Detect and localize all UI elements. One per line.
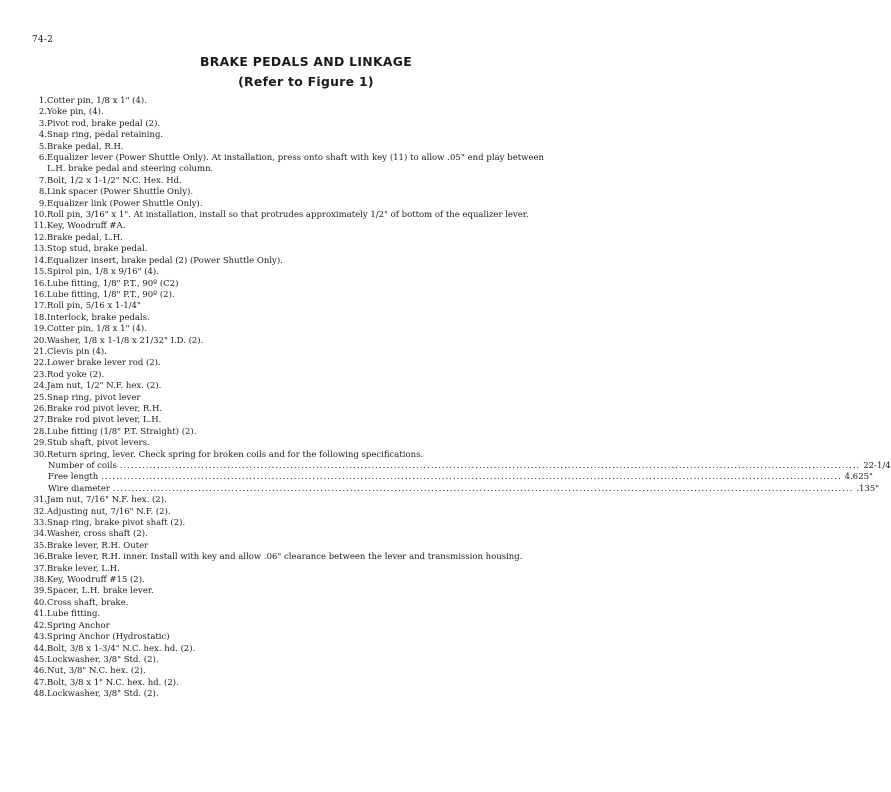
parts-list-item [33,358,544,369]
item-number: 23. [33,369,47,380]
item-description-block [47,564,544,575]
item-description: Nut, 3/8" N.C. hex. (2). [47,666,146,677]
item-description-block [47,142,544,153]
parts-list-item [33,507,544,518]
parts-list-item [33,495,544,506]
item-number: 22. [33,358,47,369]
item-description: Yoke pin, (4). [47,107,104,118]
item-number: 40. [33,597,47,608]
item-number: 39. [33,586,47,597]
item-description: Lube fitting (1/8" P.T. Straight) (2). [47,426,197,437]
parts-list-item [33,233,544,244]
item-description-block [47,529,544,540]
item-description-block [47,199,544,210]
item-description: Key, Woodruff #15 (2). [47,575,145,586]
item-description: Brake pedal, L.H. [47,232,123,243]
parts-list-item [33,130,544,141]
parts-list-item [33,313,544,324]
item-description: Spring Anchor (Hydrostatic) [47,632,170,643]
item-description-block [47,130,544,141]
item-description-block [47,176,544,187]
item-description-block [47,313,544,324]
item-description: Jam nut, 1/2" N.F. hex. (2). [47,381,162,392]
item-description: Lower brake lever rod (2). [47,358,161,369]
parts-list-item [33,96,544,107]
item-description: Equalizer lever (Power Shuttle Only). At installation, press onto shaft with key (11) to allow .05" end play between L.H. brake pedal and steering column. [47,153,544,175]
item-number: 42. [33,620,47,631]
item-description: Spring Anchor [47,620,110,631]
spring-specifications [33,461,891,495]
item-number: 7. [38,175,47,186]
item-description-block [47,267,544,278]
item-description-block [47,153,544,176]
item-description: Lockwasher, 3/8" Std. (2). [47,654,159,665]
item-description-block [47,586,544,597]
item-description-block [47,279,544,290]
parts-list-item [33,450,544,461]
item-number: 1. [38,96,47,106]
item-description-block [47,621,544,632]
parts-list-item [33,564,544,575]
item-description-block [47,393,544,404]
item-number: 12. [33,232,47,243]
item-description-block [47,644,544,655]
item-number: 4. [38,130,47,141]
item-description: Lube fitting. [47,609,101,620]
item-number: 19. [33,324,47,335]
dot-leader: ........................................................................................................................................................................................................ [112,483,854,494]
parts-list-item [33,541,544,552]
item-number: 11. [33,221,47,232]
parts-list-item [33,598,544,609]
parts-list-item [33,107,544,118]
item-description: Stub shaft, pivot levers. [47,438,150,449]
parts-list-item [33,427,544,438]
item-description: Roll pin, 3/16" x 1". At installation, install so that protrudes approximately 1/2" of bottom of the equalizer lever. [47,210,529,221]
item-description-block [47,119,544,130]
item-description: Brake pedal, R.H. [47,141,124,152]
item-number: 20. [33,335,47,346]
parts-list-item [33,415,544,426]
item-number: 31. [33,495,47,506]
item-description-block [47,290,544,301]
item-description-block [47,233,544,244]
item-number: 32. [33,506,47,517]
item-description-block [47,495,544,506]
item-number: 27. [33,415,47,426]
item-number: 18. [33,312,47,323]
item-description: Bolt, 3/8 x 1-3/4" N.C. hex. hd. (2). [47,643,196,654]
item-description-block [47,358,544,369]
item-description: Spirol pin, 1/8 x 9/16" (4). [47,267,159,278]
spec-row [33,472,873,483]
spec-value: .135" [856,483,880,494]
item-number: 35. [33,540,47,551]
item-description-block [47,609,544,620]
parts-list-item [33,187,544,198]
item-number: 33. [33,518,47,529]
item-description-block [47,632,544,643]
item-description: Brake rod pivot lever, L.H. [47,415,162,426]
item-description-block [47,404,544,415]
item-number: 10. [33,210,47,221]
item-description-block [47,450,544,461]
item-description-block [47,210,544,221]
item-description-block [47,221,544,232]
item-description: Lube fitting, 1/8" P.T., 90º (C2) [47,278,179,289]
item-number: 38. [33,575,47,586]
item-description-block [47,655,544,666]
item-description-block [47,507,544,518]
item-number: 2. [38,107,47,118]
item-number: 16. [33,278,47,289]
item-description: Brake lever, R.H. Outer [47,540,149,551]
item-number: 5. [38,141,47,152]
item-number: 3. [38,118,47,129]
page-number: 74-2 [32,35,54,45]
item-number: 8. [38,187,47,198]
item-description-block [47,301,544,312]
item-description: Lube fitting, 1/8" P.T., 90º (2). [47,289,175,300]
parts-list-item [33,575,544,586]
item-number: 6. [38,153,47,164]
parts-list-item [33,689,544,700]
item-description-block [47,381,544,392]
item-number: 24. [33,381,47,392]
item-number: 36. [33,552,47,563]
item-number: 30. [33,449,47,460]
parts-list [33,96,891,701]
item-description: Washer, cross shaft (2). [47,529,148,540]
parts-list-item [33,267,544,278]
spec-value: 22-1/4 [863,461,891,471]
spec-value: 4.625" [844,472,873,483]
item-description-block [47,256,544,267]
item-description: Equalizer link (Power Shuttle Only). [47,198,203,209]
parts-list-item [33,655,544,666]
item-number: 45. [33,654,47,665]
item-description: Brake lever, R.H. inner. Install with key and allow .06" clearance between the lever and transmission housing. [47,552,523,563]
spec-label: Number of coils [48,461,117,471]
item-description: Snap ring, pedal retaining. [47,130,164,141]
item-number: 9. [38,198,47,209]
item-description: Snap ring, brake pivot shaft (2). [47,518,186,529]
item-description-block [47,666,544,677]
item-description: Brake lever, L.H. [47,563,120,574]
parts-list-item [33,142,544,153]
item-number: 37. [33,563,47,574]
parts-list-item [33,336,544,347]
item-number: 47. [33,677,47,688]
item-description-block [47,107,544,118]
parts-list-item [33,518,544,529]
item-description-block [47,415,544,426]
item-description-block [47,541,544,552]
parts-list-item [33,153,544,176]
item-description: Spacer, L.H. brake lever. [47,586,154,597]
parts-list-item [33,609,544,620]
item-description-block [47,575,544,586]
item-description: Brake rod pivot lever, R.H. [47,403,163,414]
page-subtitle: (Refer to Figure 1) [238,74,374,89]
item-description: Roll pin, 5/16 x 1-1/4" [47,301,141,312]
parts-list-item [33,404,544,415]
item-description-block [47,427,544,438]
item-number: 48. [33,689,47,700]
parts-list-item [33,244,544,255]
item-description: Washer, 1/8 x 1-1/8 x 21/32" I.D. (2). [47,335,204,346]
spec-row [33,483,880,495]
parts-list-item [33,347,544,358]
item-description: Snap ring, pivot lever [47,392,141,403]
item-number: 29. [33,438,47,449]
item-description: Rod yoke (2). [47,369,105,380]
spec-label: Free length [48,472,99,483]
item-description-block [47,244,544,255]
item-description-block [47,336,544,347]
item-number: 15. [33,267,47,278]
item-description: Pivot rod, brake pedal (2). [47,118,161,129]
parts-list-item [33,381,544,392]
item-number: 34. [33,529,47,540]
parts-list-item [33,621,544,632]
parts-list-item [33,586,544,597]
item-number: 14. [33,255,47,266]
item-number: 25. [33,392,47,403]
item-number: 41. [33,609,47,620]
item-number: 21. [33,346,47,357]
spec-row [33,461,891,472]
parts-list-item [33,290,544,301]
dot-leader: ........................................................................................................................................................................................................ [101,472,842,483]
item-description-block [47,438,544,449]
item-description-block [47,96,544,107]
item-description: Cross shaft, brake. [47,597,129,608]
item-description-block [47,689,544,700]
item-description: Jam nut, 7/16" N.F. hex. (2). [47,495,167,506]
item-description: Stop stud, brake pedal. [47,244,148,255]
parts-list-item [33,438,544,449]
parts-list-item [33,678,544,689]
parts-list-item [33,119,544,130]
item-description: Clevis pin (4). [47,346,107,357]
parts-list-item [33,324,544,335]
item-description-block [47,678,544,689]
item-number: 44. [33,643,47,654]
item-description: Cotter pin, 1/8 x 1" (4). [47,96,147,106]
item-description: Cotter pin, 1/8 x 1" (4). [47,324,147,335]
parts-list-item [33,370,544,381]
item-description: Bolt, 3/8 x 1" N.C. hex. hd. (2). [47,677,179,688]
item-description: Return spring, lever. Check spring for broken coils and for the following specifications. [47,449,424,460]
item-number: 13. [33,244,47,255]
parts-list-item [33,256,544,267]
item-description: Interlock, brake pedals. [47,312,150,323]
parts-list-item [33,632,544,643]
item-number: 46. [33,666,47,677]
parts-list-item [33,210,544,221]
parts-list-item [33,529,544,540]
item-description-block [47,324,544,335]
parts-list-item [33,221,544,232]
item-description-block [47,370,544,381]
item-description-block [47,187,544,198]
item-number: 43. [33,632,47,643]
parts-list-item [33,279,544,290]
item-description-block [47,552,544,563]
item-description-block [47,347,544,358]
item-description: Adjusting nut, 7/16" N.F. (2). [47,506,171,517]
parts-list-item [33,301,544,312]
parts-list-item [33,393,544,404]
page-title: BRAKE PEDALS AND LINKAGE [200,54,412,69]
parts-list-item [33,176,544,187]
item-number: 26. [33,403,47,414]
item-description-block [47,598,544,609]
parts-list-item [33,644,544,655]
spec-label: Wire diameter [48,483,110,494]
dot-leader: ........................................................................................................................................................................................................ [119,461,861,471]
parts-list-item [33,552,544,563]
item-description: Equalizer insert, brake pedal (2) (Power Shuttle Only). [47,255,283,266]
item-number: 28. [33,426,47,437]
item-description-block [47,518,544,529]
parts-list-item [33,199,544,210]
item-number: 17. [33,301,47,312]
item-description: Key, Woodruff #A. [47,221,126,232]
item-number: 16. [33,289,47,300]
parts-list-item [33,666,544,677]
item-description: Bolt, 1/2 x 1-1/2" N.C. Hex. Hd. [47,175,182,186]
item-description: Lockwasher, 3/8" Std. (2). [47,689,159,700]
item-description: Link spacer (Power Shuttle Only). [47,187,194,198]
